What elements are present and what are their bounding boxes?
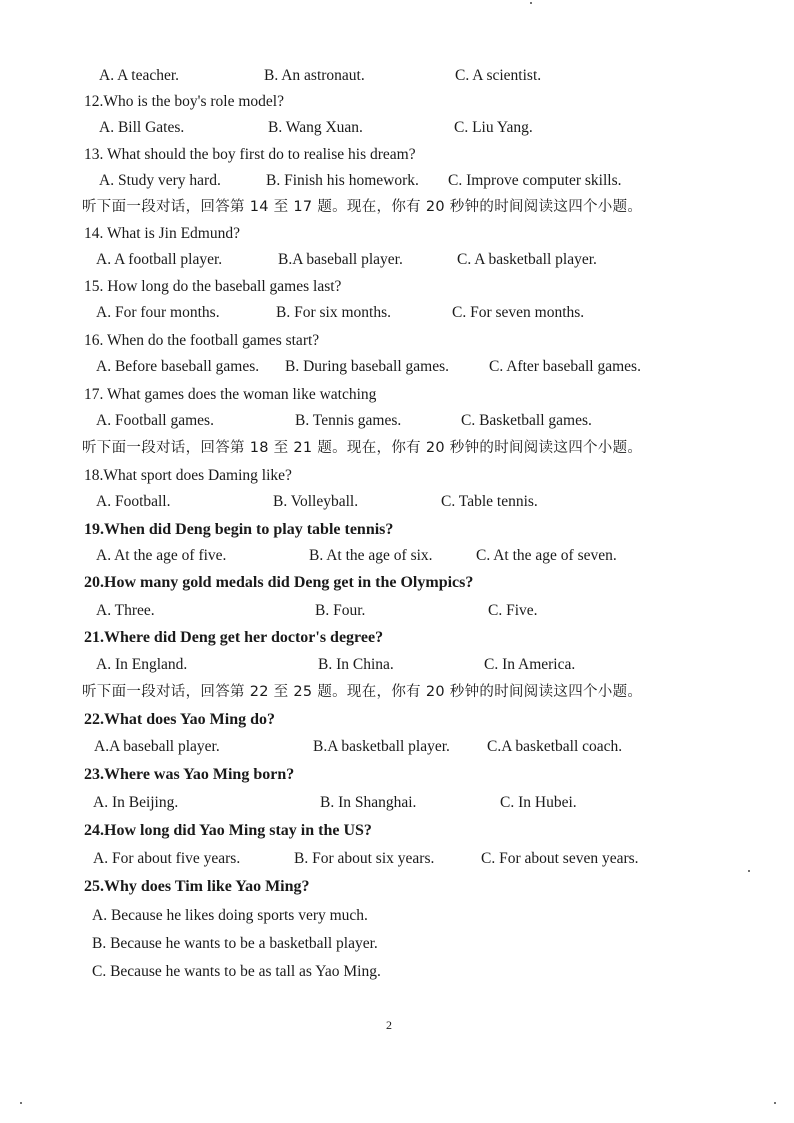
option-c: C. Five. xyxy=(488,602,538,619)
option-a: A. A teacher. xyxy=(99,67,180,84)
option-b: B. During baseball games. xyxy=(285,358,450,375)
scan-speck xyxy=(748,870,750,872)
option-c: C. After baseball games. xyxy=(489,358,641,375)
options-row xyxy=(96,66,696,86)
options-row xyxy=(96,250,696,270)
option-a: A. Before baseball games. xyxy=(96,358,260,375)
option-c: C. For seven months. xyxy=(452,304,585,321)
option-b: B. Finish his homework. xyxy=(266,172,419,189)
option-b: B. Wang Xuan. xyxy=(268,119,363,136)
option-c: C. At the age of seven. xyxy=(476,547,617,564)
question: 17. What games does the woman like watching xyxy=(84,386,377,403)
option-b: B.A baseball player. xyxy=(278,251,403,268)
options-row xyxy=(96,171,696,191)
question: 14. What is Jin Edmund? xyxy=(84,225,240,242)
options-row xyxy=(93,793,696,813)
option-a: A. At the age of five. xyxy=(96,547,227,564)
option-b: B. For six months. xyxy=(276,304,391,321)
option-a: A. For four months. xyxy=(96,304,220,321)
option-b: B. Four. xyxy=(315,602,366,619)
option-a: A. Football games. xyxy=(96,412,214,429)
option-a: A. Three. xyxy=(96,602,155,619)
page-number: 2 xyxy=(386,1018,392,1032)
option-b: B. Because he wants to be a basketball player. xyxy=(92,935,378,952)
question: 18.What sport does Daming like? xyxy=(84,467,292,484)
option-c: C. In Hubei. xyxy=(500,794,577,811)
question: 15. How long do the baseball games last? xyxy=(84,278,342,295)
options-row xyxy=(96,737,696,757)
option-a: A. Bill Gates. xyxy=(99,119,185,136)
options-row xyxy=(96,492,696,512)
option-b: B. Volleyball. xyxy=(273,493,359,510)
question: 20.How many gold medals did Deng get in the Olympics? xyxy=(84,574,474,591)
option-a: A.A baseball player. xyxy=(94,738,220,755)
option-a: A. Football. xyxy=(96,493,171,510)
question: 21.Where did Deng get her doctor's degree? xyxy=(84,629,384,646)
option-c: C. For about seven years. xyxy=(481,850,639,867)
question: 16. When do the football games start? xyxy=(84,332,320,349)
options-row xyxy=(96,118,696,138)
option-b: B. Tennis games. xyxy=(295,412,402,429)
option-a: A. For about five years. xyxy=(93,850,241,867)
option-b: B. At the age of six. xyxy=(309,547,433,564)
option-b: B. For about six years. xyxy=(294,850,435,867)
option-a: A. In Beijing. xyxy=(93,794,179,811)
question: 23.Where was Yao Ming born? xyxy=(84,766,295,783)
question: 12.Who is the boy's role model? xyxy=(84,93,284,110)
section-instruction: 听下面一段对话，回答第 22 至 25 题。现在，你有 20 秒钟的时间阅读这四个小题。 xyxy=(82,684,643,700)
option-c: C. A scientist. xyxy=(455,67,542,84)
option-c: C. In America. xyxy=(484,656,576,673)
scan-speck xyxy=(530,2,532,4)
option-a: A. Study very hard. xyxy=(99,172,221,189)
scan-speck xyxy=(774,1102,776,1104)
option-c: C. Liu Yang. xyxy=(454,119,533,136)
options-row xyxy=(96,357,696,377)
option-b: B. An astronaut. xyxy=(264,67,365,84)
section-instruction: 听下面一段对话，回答第 18 至 21 题。现在，你有 20 秒钟的时间阅读这四个小题。 xyxy=(82,440,643,456)
question: 24.How long did Yao Ming stay in the US? xyxy=(84,822,372,839)
option-c: C. Because he wants to be as tall as Yao Ming. xyxy=(92,963,381,980)
option-a: A. In England. xyxy=(96,656,188,673)
option-b: B.A basketball player. xyxy=(313,738,450,755)
options-row xyxy=(96,601,696,621)
options-row xyxy=(93,849,696,869)
options-row xyxy=(96,411,696,431)
question: 25.Why does Tim like Yao Ming? xyxy=(84,878,310,895)
options-row xyxy=(96,655,696,675)
options-row xyxy=(96,303,696,323)
scan-speck xyxy=(20,1102,22,1104)
option-c: C. Basketball games. xyxy=(461,412,592,429)
options-row xyxy=(96,546,696,566)
question: 22.What does Yao Ming do? xyxy=(84,711,275,728)
option-b: B. In Shanghai. xyxy=(320,794,417,811)
option-c: C. Table tennis. xyxy=(441,493,538,510)
option-c: C. Improve computer skills. xyxy=(448,172,622,189)
question: 19.When did Deng begin to play table tennis? xyxy=(84,521,394,538)
option-b: B. In China. xyxy=(318,656,394,673)
section-instruction: 听下面一段对话，回答第 14 至 17 题。现在，你有 20 秒钟的时间阅读这四个小题。 xyxy=(82,199,643,215)
option-c: C. A basketball player. xyxy=(457,251,597,268)
option-a: A. Because he likes doing sports very much. xyxy=(92,907,368,924)
question: 13. What should the boy first do to realise his dream? xyxy=(84,146,416,163)
option-c: C.A basketball coach. xyxy=(487,738,623,755)
option-a: A. A football player. xyxy=(96,251,223,268)
